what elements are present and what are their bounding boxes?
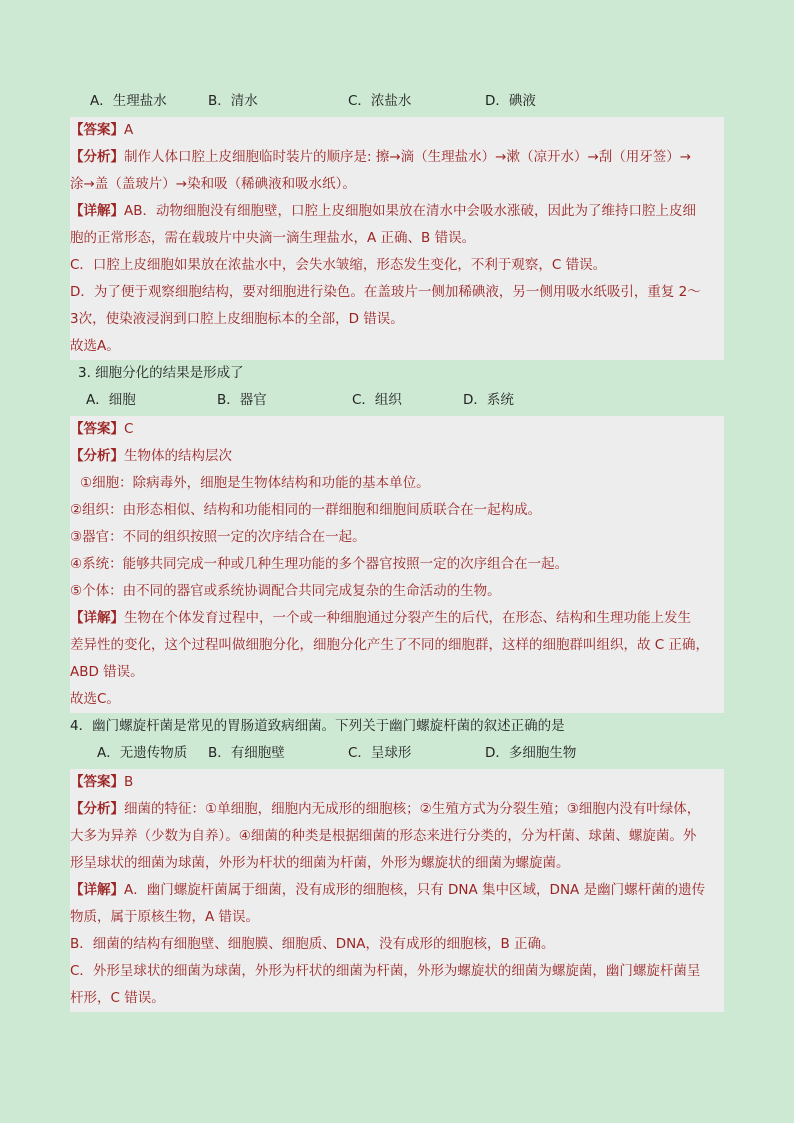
q3-option-b: B．器官 bbox=[217, 392, 267, 408]
q2-analysis-line-1: 【分析】制作人体口腔上皮细胞临时装片的顺序是: 擦→滴（生理盐水）→漱（凉开水）→刮（用牙签）→ bbox=[70, 149, 692, 165]
q2-analysis-line-2: 涂→盖（盖玻片）→染和吸（稀碘液和吸水纸）。 bbox=[70, 176, 356, 192]
answer-tag: 【答案】 bbox=[70, 122, 124, 138]
q2-detail-line-4: D．为了便于观察细胞结构，要对细胞进行染色。在盖玻片一侧加稀碘液，另一侧用吸水纸吸引，重复 2～ bbox=[70, 284, 701, 300]
q4-options bbox=[70, 740, 724, 767]
q2-option-c: C．浓盐水 bbox=[348, 93, 412, 109]
q2-option-a: A．生理盐水 bbox=[90, 93, 167, 109]
q2-detail-line-1: 【详解】AB．动物细胞没有细胞壁，口腔上皮细胞如果放在清水中会吸水涨破，因此为了维持口腔上皮细 bbox=[70, 203, 696, 219]
q2-option-b: B．清水 bbox=[208, 93, 258, 109]
detail-tag: 【详解】 bbox=[70, 882, 124, 898]
answer-value: B bbox=[124, 774, 134, 790]
q4-option-c: C．呈球形 bbox=[348, 745, 412, 761]
q4-option-d: D．多细胞生物 bbox=[485, 745, 577, 761]
q3-detail-line-2: 差异性的变化，这个过程叫做细胞分化，细胞分化产生了不同的细胞群，这样的细胞群叫组织，故 C 正确， bbox=[70, 637, 710, 653]
analysis-tag: 【分析】 bbox=[70, 801, 124, 817]
q3-analysis: 【分析】生物体的结构层次 bbox=[70, 448, 232, 464]
q4-answer bbox=[70, 769, 724, 796]
q4-detail-line-2: 物质，属于原核生物，A 错误。 bbox=[70, 909, 260, 925]
answer-tag: 【答案】 bbox=[70, 421, 124, 437]
q4-detail-line-1: 【详解】A．幽门螺旋杆菌属于细菌，没有成形的细胞核，只有 DNA 集中区域，DNA 是幽门螺杆菌的遗传 bbox=[70, 882, 706, 898]
q3-answer bbox=[70, 416, 724, 443]
answer-tag: 【答案】 bbox=[70, 774, 124, 790]
q2-options bbox=[70, 88, 724, 115]
q2-detail-line-5: 3次，使染液浸润到口腔上皮细胞标本的全部，D 错误。 bbox=[70, 311, 404, 327]
q4-detail-line-5: 杆形，C 错误。 bbox=[70, 990, 165, 1006]
answer-value: C bbox=[124, 421, 134, 437]
q4-solution-block bbox=[70, 769, 724, 1012]
q3-option-a: A．细胞 bbox=[86, 392, 136, 408]
q3-stem: 3. 细胞分化的结果是形成了 bbox=[78, 365, 244, 381]
q3-conclusion: 故选C。 bbox=[70, 691, 120, 707]
q4-option-a: A．无遗传物质 bbox=[97, 745, 188, 761]
q2-conclusion: 故选A。 bbox=[70, 338, 120, 354]
q3-option-d: D．系统 bbox=[463, 392, 514, 408]
q3-level-tissue: ②组织：由形态相似、结构和功能相同的一群细胞和细胞间质联合在一起构成。 bbox=[70, 502, 542, 518]
q3-solution-block bbox=[70, 416, 724, 713]
q2-option-d: D．碘液 bbox=[485, 93, 536, 109]
q4-option-b: B．有细胞壁 bbox=[208, 745, 285, 761]
q4-analysis-line-1: 【分析】细菌的特征：①单细胞，细胞内无成形的细胞核；②生殖方式为分裂生殖；③细胞内没有叶绿体， bbox=[70, 801, 701, 817]
q3-level-cell: ①细胞：除病毒外，细胞是生物体结构和功能的基本单位。 bbox=[80, 475, 430, 491]
analysis-tag: 【分析】 bbox=[70, 448, 124, 464]
q4-analysis-line-3: 形呈球状的细菌为球菌，外形为杆状的细菌为杆菌，外形为螺旋状的细菌为螺旋菌。 bbox=[70, 855, 570, 871]
q4-detail-line-4: C．外形呈球状的细菌为球菌，外形为杆状的细菌为杆菌，外形为螺旋状的细菌为螺旋菌，幽门螺旋杆菌呈 bbox=[70, 963, 701, 979]
q2-answer bbox=[70, 117, 724, 144]
analysis-tag: 【分析】 bbox=[70, 149, 124, 165]
q3-detail-line-3: ABD 错误。 bbox=[70, 664, 144, 680]
q2-detail-line-3: C．口腔上皮细胞如果放在浓盐水中，会失水皱缩，形态发生变化，不利于观察，C 错误。 bbox=[70, 257, 607, 273]
q3-level-system: ④系统：能够共同完成一种或几种生理功能的多个器官按照一定的次序组合在一起。 bbox=[70, 556, 569, 572]
q3-level-organ: ③器官：不同的组织按照一定的次序结合在一起。 bbox=[70, 529, 366, 545]
q4-stem: 4．幽门螺旋杆菌是常见的胃肠道致病细菌。下列关于幽门螺旋杆菌的叙述正确的是 bbox=[70, 718, 565, 734]
q3-option-c: C．组织 bbox=[352, 392, 402, 408]
q3-detail-line-1: 【详解】生物在个体发育过程中，一个或一种细胞通过分裂产生的后代，在形态、结构和生理功能上发生 bbox=[70, 610, 691, 626]
q4-analysis-line-2: 大多为异养（少数为自养）。④细菌的种类是根据细菌的形态来进行分类的，分为杆菌、球菌、螺旋菌。外 bbox=[70, 828, 697, 844]
detail-tag: 【详解】 bbox=[70, 610, 124, 626]
answer-value: A bbox=[124, 122, 134, 138]
q3-level-individual: ⑤个体：由不同的器官或系统协调配合共同完成复杂的生命活动的生物。 bbox=[70, 583, 501, 599]
detail-tag: 【详解】 bbox=[70, 203, 124, 219]
document-page bbox=[70, 88, 724, 1012]
q2-detail-line-2: 胞的正常形态，需在载玻片中央滴一滴生理盐水，A 正确、B 错误。 bbox=[70, 230, 476, 246]
q4-detail-line-3: B．细菌的结构有细胞壁、细胞膜、细胞质、DNA，没有成形的细胞核，B 正确。 bbox=[70, 936, 555, 952]
q2-solution-block bbox=[70, 117, 724, 360]
q3-options bbox=[70, 387, 724, 414]
